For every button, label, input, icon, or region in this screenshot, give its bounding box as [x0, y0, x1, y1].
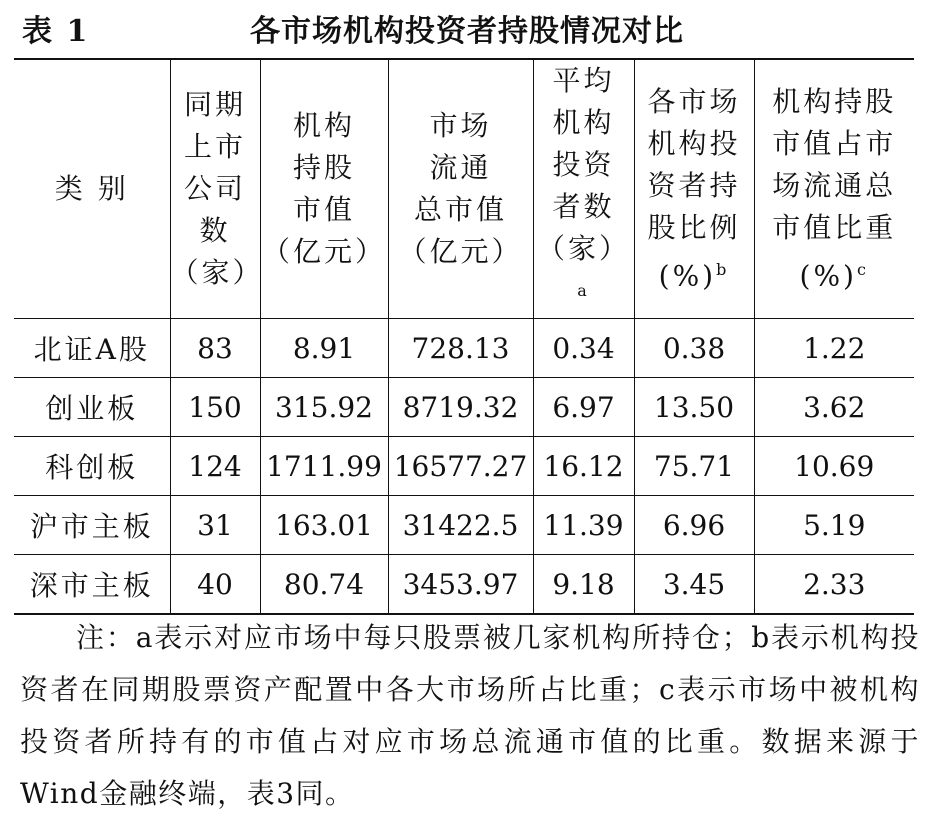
header-line: 市值 — [292, 193, 355, 227]
header-line — [534, 228, 634, 318]
header-line: 机构 — [292, 109, 355, 143]
table-title: 各市场机构投资者持股情况对比 — [250, 14, 684, 49]
header-line: 同期 — [183, 88, 246, 122]
header-line: 者数 — [552, 190, 615, 223]
header-line: 流通 — [429, 151, 492, 185]
table-row — [14, 437, 914, 496]
header-line: （家） — [170, 256, 264, 290]
header-line: 股比例 — [647, 211, 741, 244]
table-cell: 315.92 — [260, 378, 388, 437]
column-header-2 — [170, 59, 264, 319]
table-cell: 0.38 — [634, 319, 754, 378]
table-cell: 13.50 — [634, 378, 754, 437]
footnote-marker: b — [716, 260, 730, 279]
footnote-marker: c — [856, 260, 869, 279]
table-cell: 3.62 — [754, 378, 914, 437]
header-line: 市场 — [429, 109, 492, 143]
column-header-7 — [754, 59, 914, 319]
column-header-4 — [388, 59, 533, 319]
table-cell: 3.45 — [634, 555, 754, 615]
footnote-marker: a — [577, 281, 590, 300]
table-cell: 1.22 — [754, 319, 914, 378]
row-category: 沪市主板 — [14, 496, 170, 555]
column-header-6 — [634, 59, 754, 319]
header-line: 机构 — [552, 106, 615, 139]
table-cell: 31 — [170, 496, 260, 555]
table-cell: 124 — [170, 437, 260, 496]
header-line: 机构投 — [647, 127, 741, 160]
table-note: 注：a表示对应市场中每只股票被几家机构所持仓；b表示机构投资者在同期股票资产配置中各大市场所占比重；c表示市场中被机构投资者所持有的市值占对应市场总流通市值的比重。数据来源于Wind金融终端，表3同。 — [20, 621, 920, 810]
header-line: 资者持 — [647, 169, 741, 202]
table-cell: 2.33 — [754, 555, 914, 615]
table-cell: 16.12 — [533, 437, 634, 496]
table-cell: 0.34 — [533, 319, 634, 378]
column-header-5 — [533, 59, 634, 319]
comparison-table — [14, 58, 914, 615]
header-line: （亿元） — [261, 235, 386, 269]
table-row — [14, 496, 914, 555]
table-number: 表 1 — [22, 14, 90, 49]
table-cell: 163.01 — [260, 496, 388, 555]
table-row — [14, 319, 914, 378]
table-cell: 728.13 — [388, 319, 533, 378]
header-line: 上市 — [183, 130, 246, 164]
header-line — [755, 249, 915, 297]
header-line: 各市场 — [647, 85, 741, 118]
header-line: 数 — [199, 214, 231, 248]
header-line: 类 别 — [54, 172, 129, 206]
table-cell: 10.69 — [754, 437, 914, 496]
header-line — [635, 249, 754, 297]
table-cell: 6.97 — [533, 378, 634, 437]
header-line: 持股 — [292, 151, 355, 185]
header-line: 总市值 — [413, 193, 507, 227]
header-unit: (%) — [658, 259, 717, 293]
table-cell: 83 — [170, 319, 260, 378]
header-line: （亿元） — [398, 235, 523, 269]
row-category: 深市主板 — [14, 555, 170, 615]
table-cell: 16577.27 — [388, 437, 533, 496]
table-cell: 150 — [170, 378, 260, 437]
header-line: 投资 — [552, 148, 615, 181]
column-header-3 — [260, 59, 388, 319]
row-category: 北证A股 — [14, 319, 170, 378]
table-row — [14, 378, 914, 437]
table-cell: 11.39 — [533, 496, 634, 555]
header-line: 平均 — [552, 64, 615, 97]
header-line: 机构持股 — [772, 85, 897, 118]
header-unit: (%) — [799, 259, 857, 293]
table-caption — [0, 0, 927, 56]
header-unit: （家） — [536, 232, 630, 265]
header-line: 场流通总 — [772, 169, 897, 202]
table-cell: 40 — [170, 555, 260, 615]
table-row — [14, 555, 914, 615]
table-cell: 8719.32 — [388, 378, 533, 437]
table-cell: 75.71 — [634, 437, 754, 496]
column-header-1 — [14, 59, 170, 319]
table-cell: 9.18 — [533, 555, 634, 615]
table-cell: 3453.97 — [388, 555, 533, 615]
table-cell: 8.91 — [260, 319, 388, 378]
table-cell: 1711.99 — [260, 437, 388, 496]
header-line: 公司 — [183, 172, 246, 206]
row-category: 创业板 — [14, 378, 170, 437]
table-cell: 5.19 — [754, 496, 914, 555]
table-cell: 6.96 — [634, 496, 754, 555]
header-line: 市值占市 — [772, 127, 897, 160]
table-body — [14, 319, 914, 615]
header-line: 市值比重 — [772, 211, 897, 244]
table-cell: 80.74 — [260, 555, 388, 615]
header-row — [14, 59, 914, 319]
row-category: 科创板 — [14, 437, 170, 496]
table-cell: 31422.5 — [388, 496, 533, 555]
